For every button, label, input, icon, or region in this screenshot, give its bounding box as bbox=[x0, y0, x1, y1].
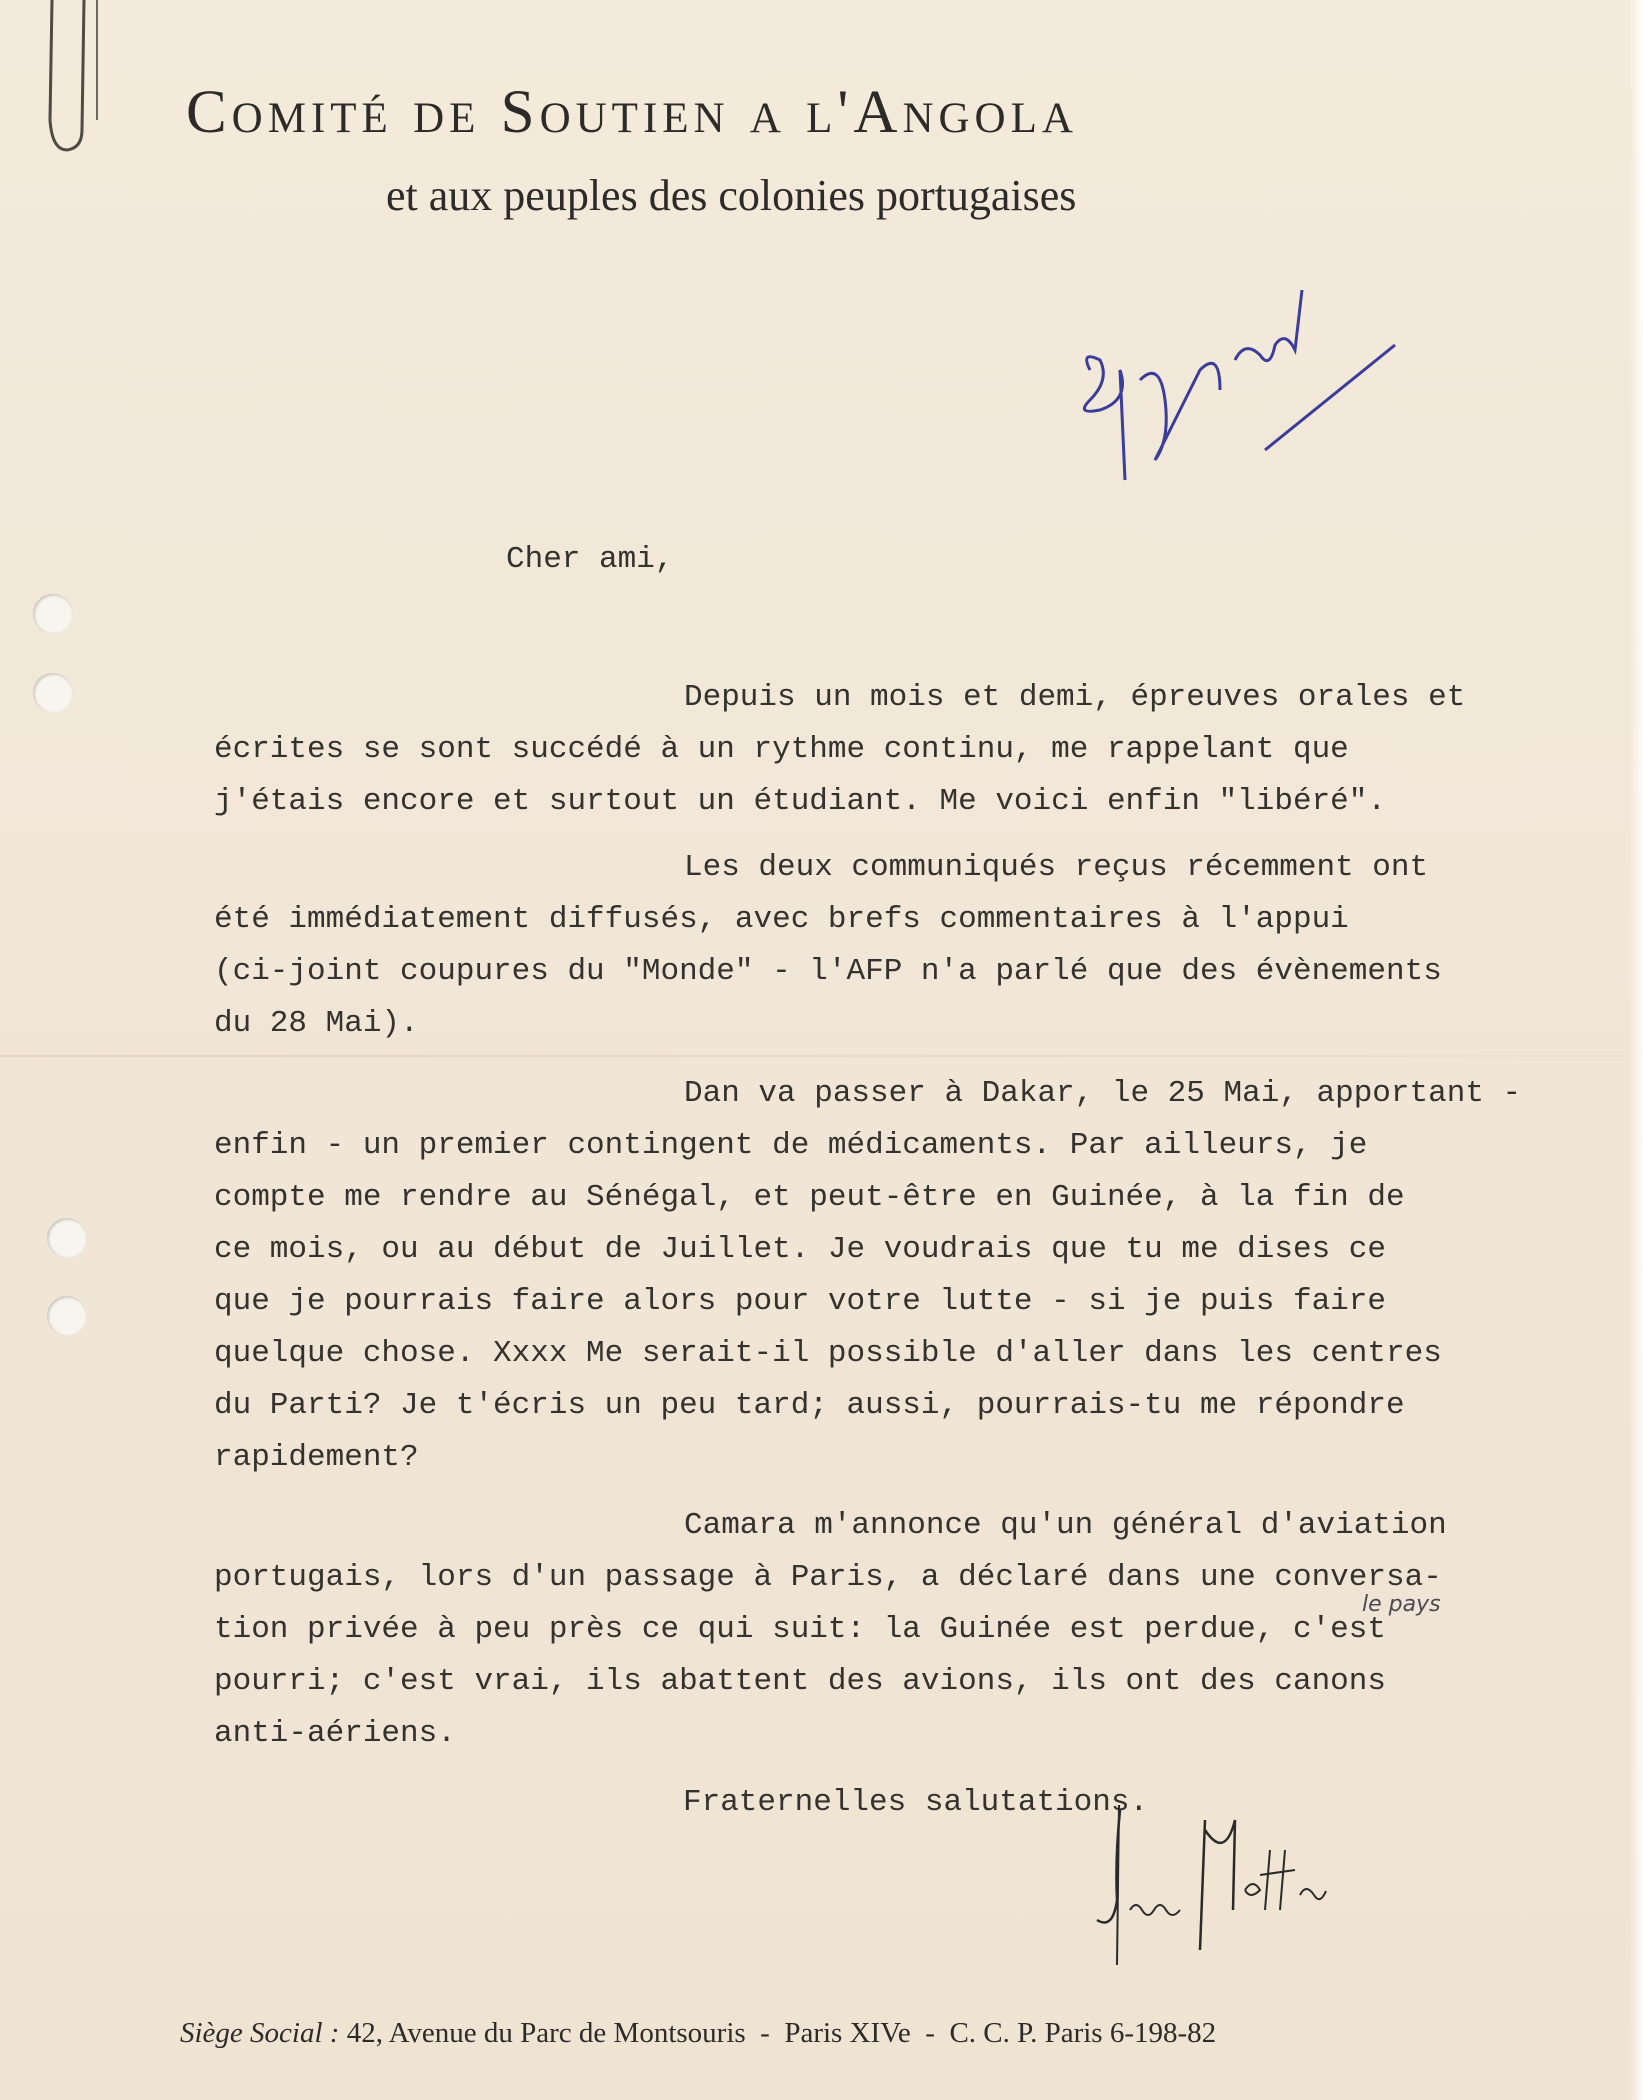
letterhead-title: Comité de Soutien a l'Angola bbox=[186, 79, 1078, 146]
punch-hole bbox=[33, 673, 73, 713]
text-line: portugais, lors d'un passage à Paris, a déclaré dans une conversa- bbox=[214, 1560, 1442, 1595]
text-line: que je pourrais faire alors pour votre lutte - si je puis faire bbox=[214, 1284, 1386, 1319]
text-line: (ci-joint coupures du "Monde" - l'AFP n'a parlé que des évènements bbox=[214, 954, 1442, 989]
text-line: Les deux communiqués reçus récemment ont bbox=[684, 850, 1429, 885]
paper-fold-line bbox=[0, 1055, 1643, 1057]
footer-ccp: C. C. P. Paris 6-198-82 bbox=[949, 2017, 1217, 2049]
signature bbox=[1085, 1800, 1345, 1970]
blue-handwritten-mark bbox=[1070, 250, 1410, 490]
text-line: quelque chose. Xxxx Me serait-il possible d'aller dans les centres bbox=[214, 1336, 1442, 1371]
footer-city: Paris XIVe bbox=[784, 2017, 911, 2049]
handwritten-correction: le pays bbox=[1362, 1592, 1441, 1617]
text-line: été immédiatement diffusés, avec brefs commentaires à l'appui bbox=[214, 902, 1349, 937]
punch-hole bbox=[47, 1296, 87, 1336]
letterhead-subtitle: et aux peuples des colonies portugaises bbox=[386, 171, 1077, 220]
text-line: du 28 Mai). bbox=[214, 1006, 419, 1041]
text-line: compte me rendre au Sénégal, et peut-être en Guinée, à la fin de bbox=[214, 1180, 1405, 1215]
paper-edge bbox=[1629, 0, 1643, 2100]
footer-address: Siège Social : 42, Avenue du Parc de Montsouris - Paris XIVe - C. C. P. Paris 6-198-82 bbox=[180, 2017, 1217, 2049]
text-line: enfin - un premier contingent de médicaments. Par ailleurs, je bbox=[214, 1128, 1368, 1163]
text-line: Dan va passer à Dakar, le 25 Mai, apportant - bbox=[684, 1076, 1522, 1111]
text-line: tion privée à peu près ce qui suit: la Guinée est perdue, c'est bbox=[214, 1612, 1386, 1647]
text-line: Depuis un mois et demi, épreuves orales et bbox=[684, 680, 1466, 715]
punch-hole bbox=[47, 1218, 87, 1258]
footer-label: Siège Social : bbox=[180, 2017, 340, 2049]
punch-hole bbox=[33, 594, 73, 634]
closing: Fraternelles salutations. bbox=[683, 1785, 1149, 1820]
text-line: anti-aériens. bbox=[214, 1716, 456, 1751]
text-line: Camara m'annonce qu'un général d'aviation bbox=[684, 1508, 1447, 1543]
salutation: Cher ami, bbox=[506, 542, 674, 577]
text-line: du Parti? Je t'écris un peu tard; aussi, pourrais-tu me répondre bbox=[214, 1388, 1405, 1423]
text-line: rapidement? bbox=[214, 1440, 419, 1475]
text-line: pourri; c'est vrai, ils abattent des avions, ils ont des canons bbox=[214, 1664, 1386, 1699]
footer-street: 42, Avenue du Parc de Montsouris bbox=[346, 2017, 746, 2049]
paper-clip-mark bbox=[42, 0, 102, 160]
text-line: écrites se sont succédé à un rythme continu, me rappelant que bbox=[214, 732, 1349, 767]
text-line: j'étais encore et surtout un étudiant. Me voici enfin "libéré". bbox=[214, 784, 1386, 819]
text-line: ce mois, ou au début de Juillet. Je voudrais que tu me dises ce bbox=[214, 1232, 1386, 1267]
